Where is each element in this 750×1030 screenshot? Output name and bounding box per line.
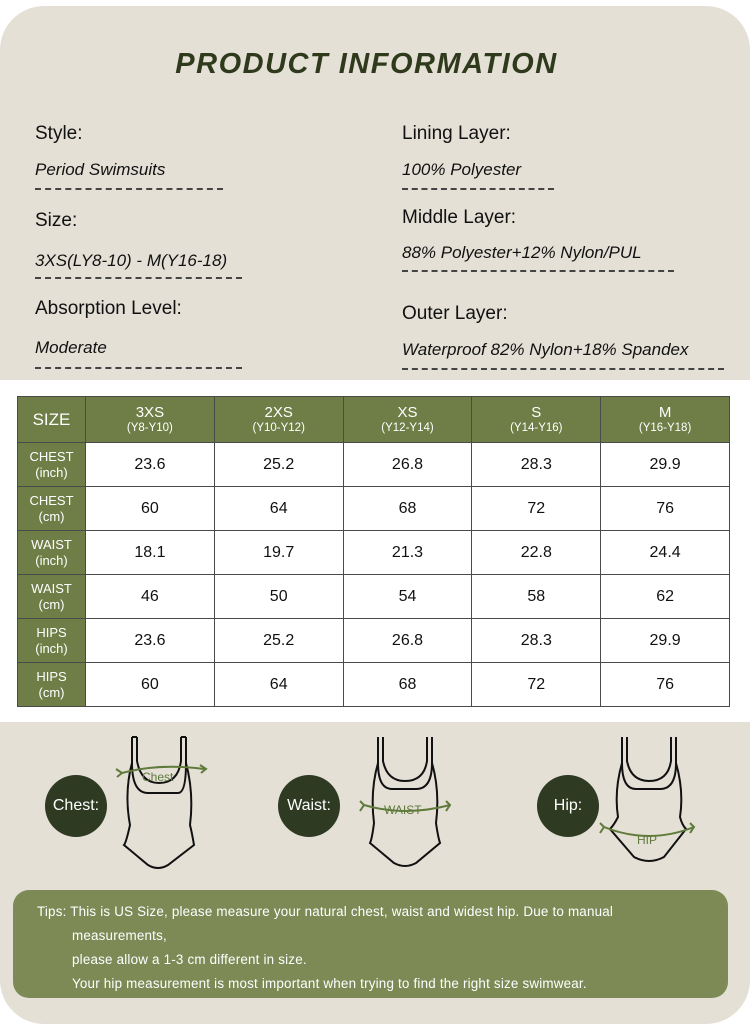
table-cell: 28.3 [472,619,601,663]
outer-value: Waterproof 82% Nylon+18% Spandex [402,340,689,359]
page-title: PRODUCT INFORMATION [175,48,558,80]
size-range: (Y14-Y16) [510,421,563,434]
table-row [18,443,730,487]
size-label: Size: [35,210,78,231]
size-range: (Y16-Y18) [638,421,692,434]
middle-value: 88% Polyester+12% Nylon/PUL [402,243,642,262]
table-cell: 50 [214,575,343,619]
row-unit: (inch) [35,640,68,656]
table-cell: 60 [86,663,215,707]
waist-swimsuit-icon [352,733,462,873]
row-name: HIPS [36,624,67,640]
divider [35,367,242,369]
tips-line: please allow a 1-3 cm different in size. [72,952,307,967]
table-cell: 28.3 [472,443,601,487]
table-cell: 62 [601,575,730,619]
size-name: 3XS [135,403,165,421]
table-header-row [18,397,730,443]
hip-badge: Hip: [537,775,599,837]
tips-line: Your hip measurement is most important when trying to find the right size swimwear. [72,976,587,991]
row-name: HIPS [36,668,67,684]
style-label: Style: [35,123,83,144]
table-cell: 76 [601,487,730,531]
table-cell: 22.8 [472,531,601,575]
absorption-label: Absorption Level: [35,298,182,319]
table-cell: 23.6 [86,619,215,663]
waist-label: WAIST [384,803,422,817]
tips-line: measurements, [72,928,167,943]
table-cell: 68 [343,487,472,531]
style-value: Period Swimsuits [35,160,166,179]
table-cell: 21.3 [343,531,472,575]
row-name: WAIST [31,580,72,596]
table-cell: 72 [472,663,601,707]
table-cell: 25.2 [214,619,343,663]
tips-line: Tips: This is US Size, please measure your natural chest, waist and widest hip. Due to manual [37,904,614,919]
table-cell: 19.7 [214,531,343,575]
hip-swimsuit-icon [596,733,706,873]
row-name: WAIST [31,536,72,552]
size-name: XS [397,403,418,421]
hip-label: HIP [637,833,658,847]
row-name: CHEST [29,448,74,464]
size-name: 2XS [264,403,293,421]
chest-badge: Chest: [45,775,107,837]
size-column-header [343,397,472,443]
size-range: (Y12-Y14) [381,421,434,434]
row-unit: (cm) [38,684,65,700]
size-column-header [214,397,343,443]
waist-badge: Waist: [278,775,340,837]
table-cell: 46 [86,575,215,619]
table-cell: 68 [343,663,472,707]
table-cell: 29.9 [601,443,730,487]
table-cell: 54 [343,575,472,619]
lining-value: 100% Polyester [402,160,522,179]
table-row [18,575,730,619]
size-range: (Y8-Y10) [126,421,173,434]
middle-label: Middle Layer: [402,207,517,228]
lining-label: Lining Layer: [402,123,511,144]
table-cell: 76 [601,663,730,707]
size-range: (Y10-Y12) [252,421,305,434]
table-cell: 72 [472,487,601,531]
size-column-header [601,397,730,443]
row-header [18,531,86,575]
row-unit: (cm) [38,596,65,612]
table-row [18,663,730,707]
size-column-header [472,397,601,443]
row-unit: (inch) [35,464,68,480]
row-unit: (inch) [35,552,68,568]
table-row [18,619,730,663]
size-value: 3XS(LY8-10) - M(Y16-18) [35,251,228,270]
row-header [18,443,86,487]
size-name: S [531,403,542,421]
table-cell: 26.8 [343,619,472,663]
table-cell: 26.8 [343,443,472,487]
row-header [18,619,86,663]
size-chart-table [17,396,730,707]
table-cell: 24.4 [601,531,730,575]
size-column-header [86,397,215,443]
table-cell: 29.9 [601,619,730,663]
size-name: M [658,403,672,421]
absorption-value: Moderate [35,338,107,357]
table-cell: 60 [86,487,215,531]
row-header [18,575,86,619]
row-header [18,487,86,531]
table-row [18,487,730,531]
table-cell: 64 [214,663,343,707]
table-cell: 23.6 [86,443,215,487]
table-cell: 64 [214,487,343,531]
table-cell: 58 [472,575,601,619]
divider [402,368,724,370]
divider [402,270,674,272]
table-row [18,531,730,575]
divider [35,188,223,190]
chest-swimsuit-icon [108,733,218,873]
chest-label: Chest [142,770,174,784]
row-unit: (cm) [38,508,65,524]
row-name: CHEST [29,492,74,508]
divider [35,277,242,279]
divider [402,188,554,190]
outer-label: Outer Layer: [402,303,508,324]
table-cell: 18.1 [86,531,215,575]
size-corner-header: SIZE [18,397,86,443]
table-cell: 25.2 [214,443,343,487]
row-header [18,663,86,707]
tips-box [13,890,728,998]
